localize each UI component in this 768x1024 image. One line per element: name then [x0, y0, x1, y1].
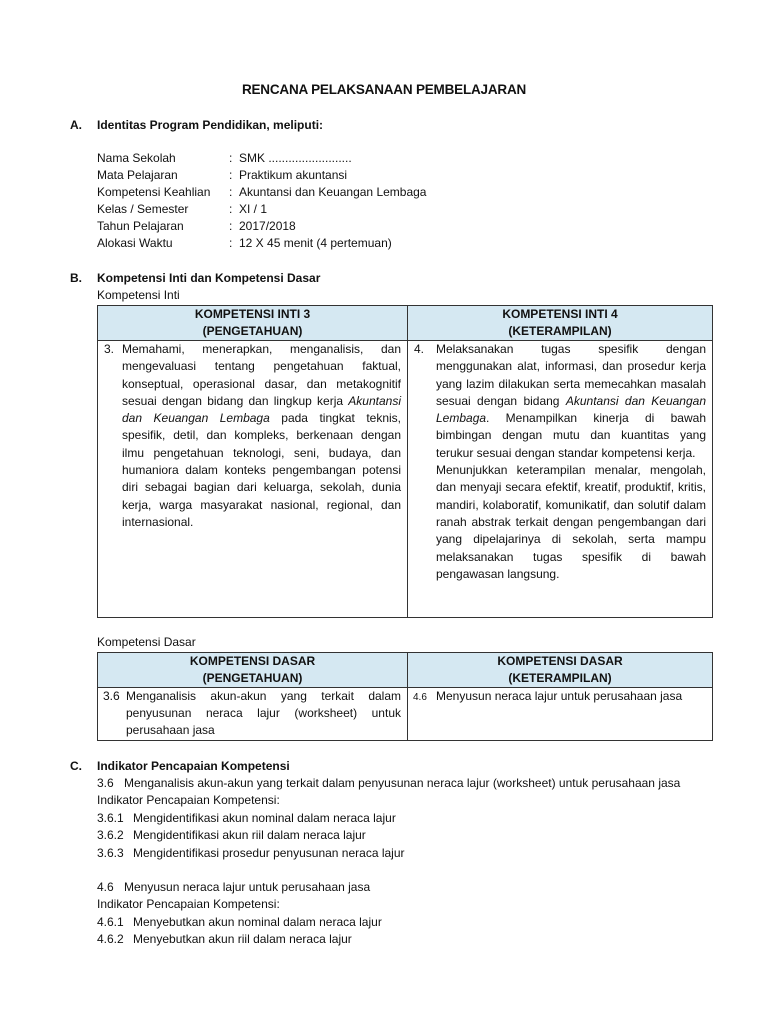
ki3-cell [98, 341, 408, 618]
identity-colon: : [229, 236, 233, 250]
identity-row [97, 150, 352, 167]
kd-3-6-cell [98, 688, 408, 741]
ki4-text-c: Menunjukkan keterampilan menalar, mengolah, dan menyaji secara efektif, kreatif, produktif, kritis, mandiri, kolaboratif, komunikatif, dan solutif dalam ranah abstrak terkait dengan pengembangan dari yang dipelajarinya di sekolah, serta mampu melaksanakan tugas spesifik di bawah pengawasan langsung. [436, 463, 706, 581]
identity-value: 12 X 45 menit (4 pertemuan) [239, 236, 392, 250]
identity-colon: : [229, 151, 233, 165]
section-a-letter: A. [70, 118, 82, 132]
ki4-cell [408, 341, 713, 618]
ki3-text-a: Memahami, menerapkan, menganalisis, dan mengevaluasi tentang pengetahuan faktual, konseptual, operasional dasar, dan metakognitif sesuai dengan bidang dan lingkup kerja [122, 342, 401, 408]
ki3-header-line2: (PENGETAHUAN) [202, 324, 303, 338]
ki4-text-b: . Menampilkan kinerja di bawah bimbingan dengan mutu dan kuantitas yang terukur sesuai dengan standar kompetensi kerja. [436, 411, 706, 460]
identity-label: Nama Sekolah [97, 151, 176, 165]
ki3-text [98, 341, 407, 531]
kompetensi-inti-table [97, 305, 713, 618]
kd-3-6-statement [97, 775, 680, 792]
ki3-italic-field: Akuntansi dan Keuangan Lembaga [122, 393, 401, 426]
indicator-number: 4.6.1 [97, 915, 124, 929]
identity-colon: : [229, 202, 233, 216]
kd-3-6-statement-text: Menganalisis akun-akun yang terkait dalam penyusunan neraca lajur (worksheet) untuk perusahaan jasa [124, 776, 681, 790]
indicator-item [97, 845, 405, 862]
indicator-number: 3.6.1 [97, 811, 124, 825]
ki4-text-a: Melaksanakan tugas spesifik dengan menggunakan alat, informasi, dan prosedur kerja yang lazim dilakukan serta memecahkan masalah sesuai dengan bidang [436, 342, 706, 408]
kd-3-6-description: Menganalisis akun-akun yang terkait dalam penyusunan neraca lajur (worksheet) untuk perusahaan jasa [126, 689, 401, 737]
indicator-item [97, 914, 382, 931]
indicator-item [97, 931, 352, 948]
kd-3-6-statement-number: 3.6 [97, 776, 114, 790]
kd-4-6-text [408, 688, 712, 705]
indicator-number: 3.6.3 [97, 846, 124, 860]
indicator-item [97, 827, 366, 844]
identity-row [97, 184, 426, 201]
identity-label: Alokasi Waktu [97, 236, 173, 250]
kd-4-6-statement [97, 879, 370, 896]
indicator-number: 4.6.2 [97, 932, 124, 946]
identity-value: SMK ......................... [239, 151, 352, 165]
identity-row [97, 218, 296, 235]
section-c-title: Indikator Pencapaian Kompetensi [97, 759, 290, 773]
identity-row [97, 201, 267, 218]
section-c-letter: C. [70, 759, 82, 773]
kd-keterampilan-header-line1: KOMPETENSI DASAR [497, 654, 623, 668]
identity-label: Tahun Pelajaran [97, 219, 184, 233]
section-a-title: Identitas Program Pendidikan, meliputi: [97, 118, 324, 132]
identity-colon: : [229, 168, 233, 182]
kd-caption: Kompetensi Dasar [97, 635, 196, 649]
ki4-italic-field: Akuntansi dan Keuangan Lembaga [436, 393, 706, 426]
kd-3-6-number: 3.6 [103, 689, 120, 703]
section-b-title: Kompetensi Inti dan Kompetensi Dasar [97, 271, 321, 285]
indicator-number: 3.6.2 [97, 828, 124, 842]
ki3-header-line1: KOMPETENSI INTI 3 [194, 307, 311, 321]
identity-value: Praktikum akuntansi [239, 168, 348, 182]
identity-row [97, 167, 347, 184]
indicator-text: Menyebutkan akun riil dalam neraca lajur [133, 932, 352, 946]
ki3-header [98, 306, 408, 341]
kd-4-6-description: Menyusun neraca lajur untuk perusahaan jasa [436, 689, 683, 703]
ki4-number: 4. [414, 342, 425, 356]
document-title: RENCANA PELAKSANAAN PEMBELAJARAN [241, 82, 527, 97]
indicator-text: Menyebutkan akun nominal dalam neraca lajur [133, 915, 382, 929]
indicator-text: Mengidentifikasi akun nominal dalam neraca lajur [133, 811, 396, 825]
kd-3-6-text [98, 688, 407, 739]
identity-label: Mata Pelajaran [97, 168, 178, 182]
indicator-text: Mengidentifikasi prosedur penyusunan neraca lajur [133, 846, 405, 860]
identity-label: Kelas / Semester [97, 202, 189, 216]
ipk-label-1: Indikator Pencapaian Kompetensi: [97, 793, 280, 807]
kd-pengetahuan-header-line1: KOMPETENSI DASAR [189, 654, 316, 668]
ki3-number: 3. [104, 342, 115, 356]
ki4-header-line1: KOMPETENSI INTI 4 [502, 307, 618, 321]
kd-4-6-cell [408, 688, 713, 741]
identity-colon: : [229, 185, 233, 199]
identity-value: 2017/2018 [239, 219, 296, 233]
identity-row [97, 235, 392, 252]
identity-label: Kompetensi Keahlian [97, 185, 211, 199]
kd-4-6-statement-text: Menyusun neraca lajur untuk perusahaan jasa [124, 880, 371, 894]
identity-value: Akuntansi dan Keuangan Lembaga [239, 185, 427, 199]
ki4-text [408, 341, 712, 583]
kd-pengetahuan-header-line2: (PENGETAHUAN) [202, 671, 303, 685]
identity-colon: : [229, 219, 233, 233]
section-b-letter: B. [70, 271, 82, 285]
indicator-text: Mengidentifikasi akun riil dalam neraca lajur [133, 828, 366, 842]
identity-value: XI / 1 [239, 202, 268, 216]
ki-caption: Kompetensi Inti [97, 288, 180, 302]
kd-4-6-number: 4.6 [413, 692, 427, 703]
indicator-item [97, 810, 396, 827]
ki4-header-line2: (KETERAMPILAN) [508, 324, 612, 338]
kd-keterampilan-header-line2: (KETERAMPILAN) [508, 671, 612, 685]
ki3-text-b: pada tingkat teknis, spesifik, detil, dan kompleks, berkenaan dengan ilmu pengetahuan teknologi, seni, budaya, dan humaniora dalam konteks pengembangan potensi diri sebagai bagian dari keluarga, sekolah, dunia kerja, warga masyarakat nasional, regional, dan internasional. [122, 411, 402, 529]
ipk-label-2: Indikator Pencapaian Kompetensi: [97, 897, 280, 911]
kompetensi-dasar-table [97, 652, 713, 741]
kd-4-6-statement-number: 4.6 [97, 880, 114, 894]
kd-pengetahuan-header [98, 653, 408, 688]
ki4-header [408, 306, 713, 341]
kd-keterampilan-header [408, 653, 713, 688]
